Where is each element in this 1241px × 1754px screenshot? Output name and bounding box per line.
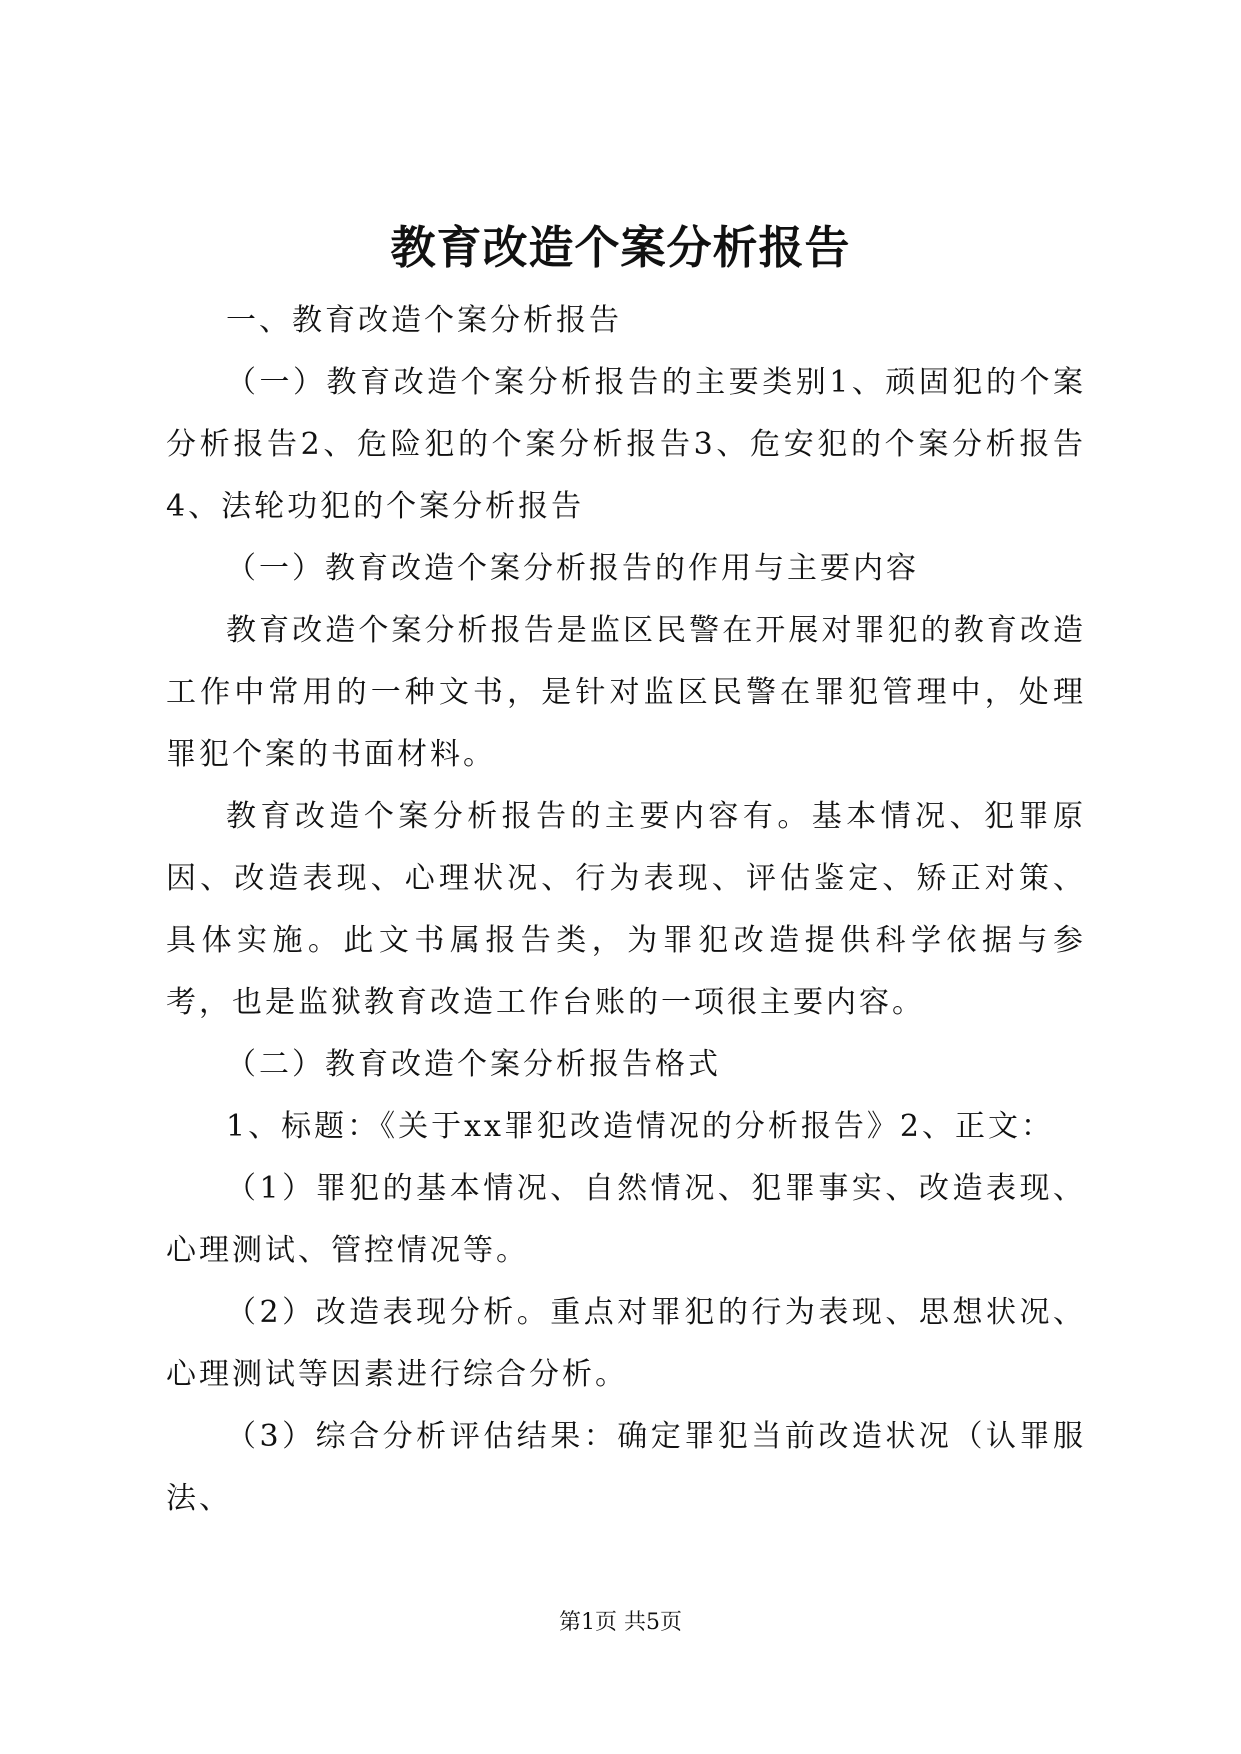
paragraph: 教育改造个案分析报告的主要内容有。基本情况、犯罪原因、改造表现、心理状况、行为表现、评估鉴定、矫正对策、具体实施。此文书属报告类，为罪犯改造提供科学依据与参考，也是监狱教育改造工作台账的一项很主要内容。 xyxy=(166,799,1086,1020)
paragraph: （3）综合分析评估结果：确定罪犯当前改造状况（认罪服法、 xyxy=(166,1419,1086,1516)
paragraph: （一）教育改造个案分析报告的作用与主要内容 xyxy=(226,551,919,586)
paragraph: （一）教育改造个案分析报告的主要类别1、顽固犯的个案分析报告2、危险犯的个案分析报告3、危安犯的个案分析报告4、法轮功犯的个案分析报告 xyxy=(166,365,1086,524)
paragraph: （1）罪犯的基本情况、自然情况、犯罪事实、改造表现、心理测试、管控情况等。 xyxy=(166,1171,1086,1268)
paragraph: （二）教育改造个案分析报告格式 xyxy=(226,1047,721,1082)
document-title: 教育改造个案分析报告 xyxy=(390,221,851,274)
paragraph: 教育改造个案分析报告是监区民警在开展对罪犯的教育改造工作中常用的一种文书，是针对监区民警在罪犯管理中，处理罪犯个案的书面材料。 xyxy=(166,613,1086,772)
paragraph: 一、教育改造个案分析报告 xyxy=(226,303,622,338)
document-body xyxy=(166,290,1086,1530)
paragraph: 1、标题：《关于xx罪犯改造情况的分析报告》2、正文： xyxy=(226,1109,1055,1144)
paragraph: （2）改造表现分析。重点对罪犯的行为表现、思想状况、心理测试等因素进行综合分析。 xyxy=(166,1295,1086,1392)
page-footer: 第1页 共5页 xyxy=(559,1610,682,1635)
